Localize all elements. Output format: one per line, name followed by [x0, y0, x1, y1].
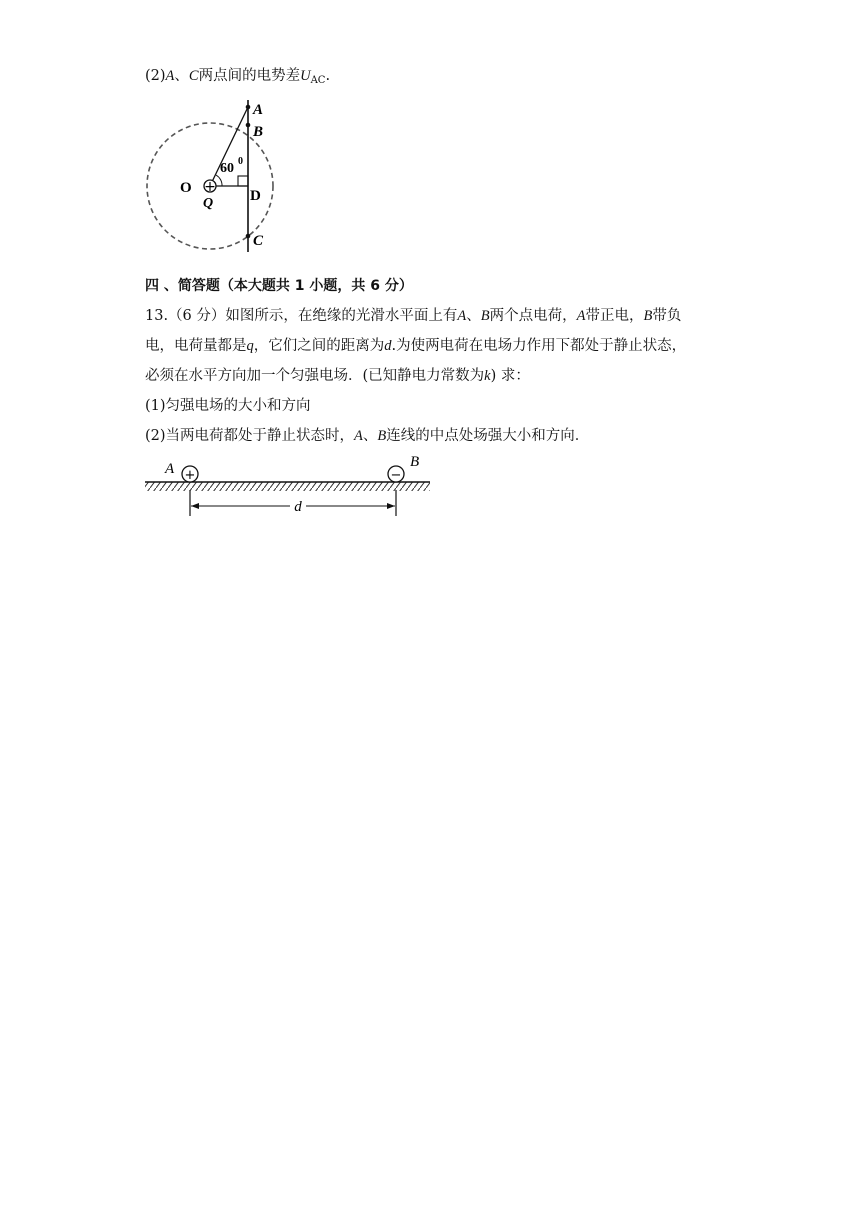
point-A	[246, 105, 251, 110]
label-D: D	[250, 188, 261, 204]
angle-degree: 0	[238, 156, 243, 167]
point-B	[246, 123, 251, 128]
figure-two-charges	[140, 450, 440, 520]
label-Q: Q	[203, 196, 214, 211]
ground-hatch	[145, 482, 430, 491]
charge-Q-sign: +	[204, 179, 216, 195]
angle-arc	[216, 175, 222, 186]
label-C: C	[253, 233, 264, 249]
label-A: A	[253, 102, 264, 118]
q13-part1: (1)匀强电场的大小和方向	[145, 398, 311, 414]
dim-arrow-right	[387, 503, 395, 509]
q12-part2: (2)A、C两点间的电势差$U_{AC}$.	[145, 68, 331, 86]
section-heading: 四 、简答题（本大题共 1 小题，共 6 分）	[145, 278, 413, 294]
q13-line1: 13.（6 分）如图所示，在绝缘的光滑水平面上有A、B两个点电荷，A带正电，B带负	[145, 308, 682, 324]
charge-A-sign: +	[184, 468, 196, 483]
label-B: B	[410, 454, 420, 470]
right-angle-mark	[238, 176, 248, 186]
point-C	[246, 234, 251, 239]
q13-line3: 必须在水平方向加一个匀强电场．(已知静电力常数为k) 求：	[145, 368, 530, 384]
charge-B-sign: −	[390, 468, 402, 483]
figure-circle-charge	[140, 96, 290, 256]
dim-arrow-left	[191, 503, 199, 509]
label-O: O	[180, 180, 192, 196]
angle-label: 60	[220, 161, 234, 176]
q13-part2: (2)当两电荷都处于静止状态时，A、B连线的中点处场强大小和方向．	[145, 428, 590, 444]
label-d: d	[294, 499, 302, 515]
label-A: A	[165, 461, 175, 477]
q13-line2: 电，电荷量都是q，它们之间的距离为d.为使两电荷在电场力作用下都处于静止状态，	[145, 338, 687, 354]
label-B: B	[253, 124, 264, 140]
